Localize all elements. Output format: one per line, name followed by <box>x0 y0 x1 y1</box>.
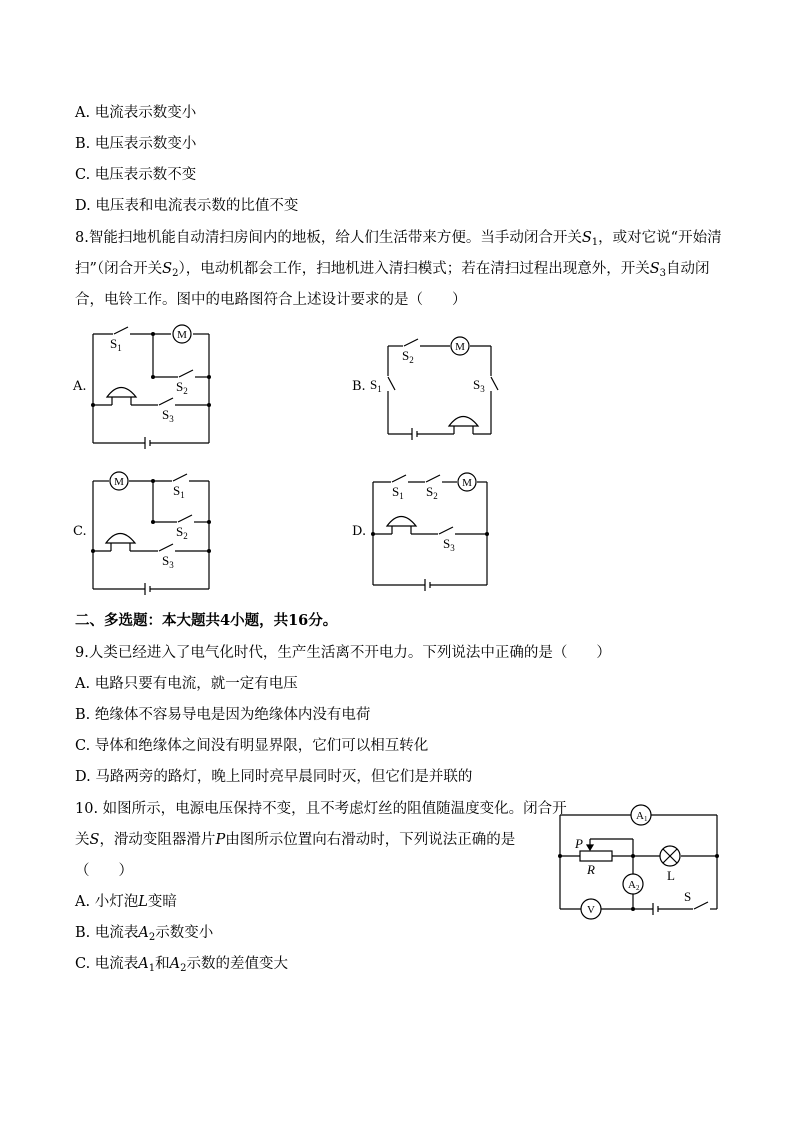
q9-option-d: D. 马路两旁的路灯，晚上同时亮早晨同时灭，但它们是并联的 <box>75 769 473 785</box>
q10-var-p: P <box>215 832 226 848</box>
q10-text: ，滑动变阻器滑片 <box>99 832 216 848</box>
q10-var-l: L <box>138 894 148 910</box>
svg-text:S3: $S_3$ <box>162 553 174 570</box>
q10-var-a2: A <box>138 925 149 941</box>
svg-text:S2: $S_2$ <box>426 484 438 501</box>
svg-text:S3: $S_3$ <box>473 377 485 394</box>
section-text: 二、多选题：本大题共 <box>75 612 220 629</box>
q10-text: 示数变小 <box>155 925 214 941</box>
q10-var-s: S <box>89 832 100 848</box>
q10-stem-line1: 10. 如图所示，电源电压保持不变，且不考虑灯丝的阻值随温度变化。闭合开 <box>75 801 567 817</box>
q10-text: 变暗 <box>147 894 177 910</box>
svg-text:R: R <box>587 862 595 877</box>
q8-text: 8.智能扫地机能自动清扫房间内的地板，给人们生活带来方便。当手动闭合开关 <box>75 230 582 246</box>
q8-sub-2: 2 <box>172 268 179 279</box>
q8-sub-1: 1 <box>591 237 599 248</box>
q10-var-a2: A <box>169 956 181 972</box>
svg-text:S: S <box>684 889 692 904</box>
q7-option-a: A. 电流表示数变小 <box>75 105 197 121</box>
svg-text:S1: $S_1$ <box>392 484 404 501</box>
q8-label-b: B. <box>352 379 366 394</box>
q10-text: 由图所示位置向右滑动时，下列说法正确的是 <box>225 832 516 848</box>
q8-text: ），电动机都会工作，扫地机进入清扫模式；若在清扫过程出现意外，开关 <box>178 261 650 277</box>
svg-text:P: P <box>575 836 583 851</box>
q10-text: 和 <box>155 956 170 972</box>
svg-text:V: V <box>587 904 595 916</box>
svg-text:A1: A1 <box>636 810 648 823</box>
section-count: 4 <box>220 612 231 629</box>
circuit-c-motor: M <box>114 476 124 488</box>
svg-text:S1: $S_1$ <box>173 483 185 500</box>
q8-text: 扫”（闭合开关 <box>75 261 163 277</box>
q10-text: 关 <box>75 832 90 848</box>
q9-option-c: C. 导体和绝缘体之间没有明显界限，它们可以相互转化 <box>75 738 429 754</box>
q10-text: C. 电流表 <box>75 956 139 972</box>
svg-text:A2: A2 <box>628 879 640 892</box>
svg-text:S3: $S_3$ <box>443 536 455 553</box>
q8-label-a: A. <box>73 379 87 394</box>
q10-sub-2: 2 <box>180 963 187 974</box>
svg-text:L: L <box>667 868 675 883</box>
q8-sub-3: 3 <box>659 268 667 279</box>
q8-label-c: C. <box>73 524 87 539</box>
q9-option-a: A. 电路只要有电流，就一定有电压 <box>75 676 298 692</box>
svg-text:S2: $S_2$ <box>176 379 188 396</box>
circuit-b-motor: M <box>455 341 465 353</box>
q10-text: B. 电流表 <box>75 925 139 941</box>
circuit-a-motor: M <box>177 329 187 341</box>
q8-stem-line3: 合，电铃工作。图中的电路图符合上述设计要求的是（ ） <box>75 292 467 308</box>
svg-text:S2: $S_2$ <box>402 348 414 365</box>
q7-option-d: D. 电压表和电流表示数的比值不变 <box>75 198 299 214</box>
q8-var-s1: S <box>581 230 592 246</box>
svg-text:S3: $S_3$ <box>162 407 174 424</box>
q8-var-s3: S <box>649 261 660 277</box>
q8-text: 自动闭 <box>666 261 710 277</box>
q7-option-b: B. 电压表示数变小 <box>75 136 197 152</box>
q9-stem: 9.人类已经进入了电气化时代，生产生活离不开电力。下列说法中正确的是（ ） <box>75 645 611 661</box>
q10-stem-line3: （ ） <box>75 863 133 879</box>
section-score: 16 <box>288 612 309 629</box>
circuit-d-motor: M <box>462 477 472 489</box>
section-text: 分。 <box>308 612 338 629</box>
q8-text: ，或对它说“开始清 <box>598 230 722 246</box>
svg-text:S2: $S_2$ <box>176 524 188 541</box>
q10-sub-1: 1 <box>148 963 156 974</box>
section-text: 小题，共 <box>230 612 289 629</box>
q7-option-c: C. 电压表示数不变 <box>75 167 197 183</box>
q9-option-b: B. 绝缘体不容易导电是因为绝缘体内没有电荷 <box>75 707 371 723</box>
q8-label-d: D. <box>352 524 367 539</box>
q10-text: 示数的差值变大 <box>186 956 289 972</box>
q8-var-s2: S <box>162 261 173 277</box>
svg-text:S1: $S_1$ <box>370 377 382 394</box>
q10-text: A. 小灯泡 <box>75 894 139 910</box>
svg-text:S1: $S_1$ <box>110 336 122 353</box>
q10-sub-2: 2 <box>148 932 156 943</box>
q10-var-a1: A <box>138 956 149 972</box>
